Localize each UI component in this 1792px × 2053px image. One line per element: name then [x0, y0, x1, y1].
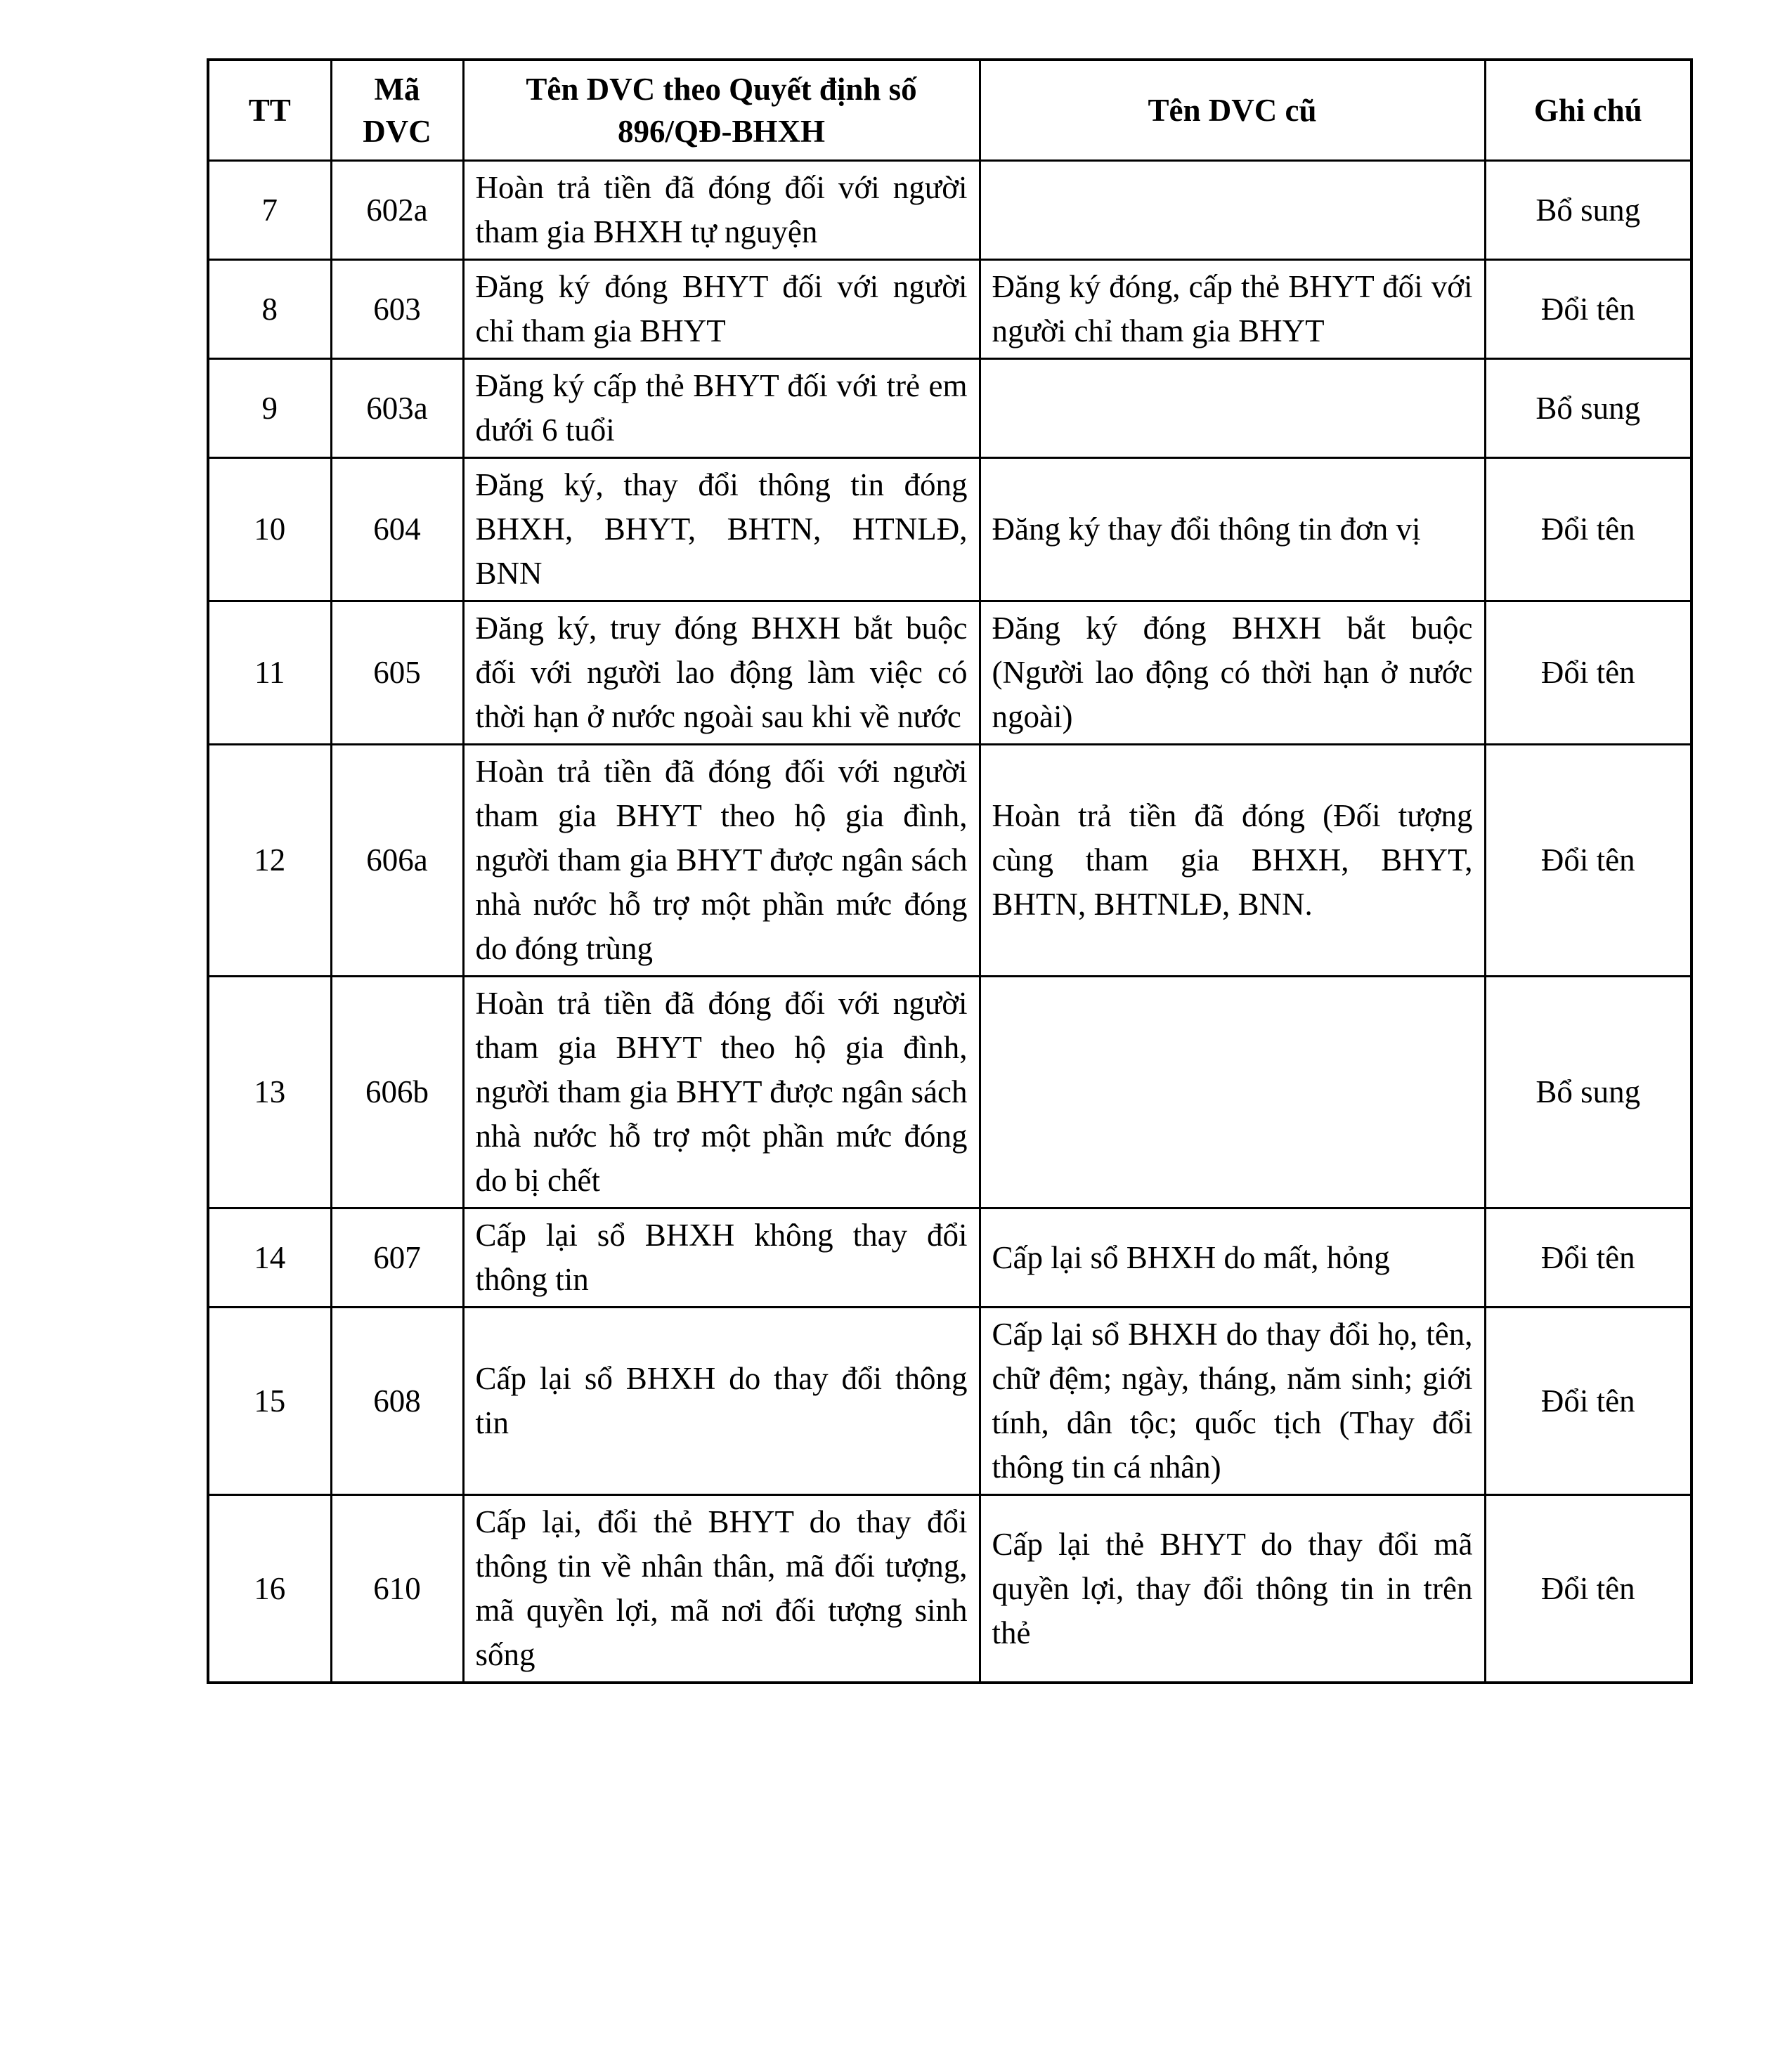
cell-tt: 14 — [208, 1208, 331, 1308]
cell-ghi-chu: Bổ sung — [1485, 977, 1692, 1208]
cell-tt: 10 — [208, 458, 331, 601]
cell-ten-cu: Đăng ký đóng BHXH bắt buộc (Người lao động có thời hạn ở nước ngoài) — [980, 601, 1485, 745]
cell-ma-dvc: 608 — [331, 1308, 463, 1495]
cell-ten-moi: Cấp lại sổ BHXH không thay đổi thông tin — [463, 1208, 980, 1308]
cell-ma-dvc: 610 — [331, 1495, 463, 1683]
cell-ten-moi: Cấp lại, đổi thẻ BHYT do thay đổi thông tin về nhân thân, mã đối tượng, mã quyền lợi, mã nơi đối tượng sinh sống — [463, 1495, 980, 1683]
cell-ten-moi: Hoàn trả tiền đã đóng đối với người tham gia BHXH tự nguyện — [463, 161, 980, 260]
table-row — [208, 745, 1692, 977]
cell-ma-dvc: 606b — [331, 977, 463, 1208]
cell-ghi-chu: Đổi tên — [1485, 1208, 1692, 1308]
cell-ten-moi: Đăng ký, thay đổi thông tin đóng BHXH, BHYT, BHTN, HTNLĐ, BNN — [463, 458, 980, 601]
cell-ghi-chu: Đổi tên — [1485, 601, 1692, 745]
cell-ten-moi: Hoàn trả tiền đã đóng đối với người tham gia BHYT theo hộ gia đình, người tham gia BHYT được ngân sách nhà nước hỗ trợ một phần mức đóng do đóng trùng — [463, 745, 980, 977]
cell-ten-moi: Đăng ký, truy đóng BHXH bắt buộc đối với người lao động làm việc có thời hạn ở nước ngoài sau khi về nước — [463, 601, 980, 745]
cell-tt: 7 — [208, 161, 331, 260]
cell-tt: 13 — [208, 977, 331, 1208]
table-row — [208, 260, 1692, 359]
cell-ten-moi: Cấp lại sổ BHXH do thay đổi thông tin — [463, 1308, 980, 1495]
cell-ghi-chu: Đổi tên — [1485, 1495, 1692, 1683]
cell-ma-dvc: 605 — [331, 601, 463, 745]
cell-ghi-chu: Đổi tên — [1485, 458, 1692, 601]
cell-ten-cu — [980, 977, 1485, 1208]
cell-ma-dvc: 603a — [331, 359, 463, 458]
column-header-ma-dvc: Mã DVC — [331, 60, 463, 161]
cell-ghi-chu: Bổ sung — [1485, 359, 1692, 458]
table-header — [208, 60, 1692, 161]
cell-ma-dvc: 606a — [331, 745, 463, 977]
cell-ghi-chu: Bổ sung — [1485, 161, 1692, 260]
cell-ten-cu — [980, 359, 1485, 458]
cell-ghi-chu: Đổi tên — [1485, 260, 1692, 359]
cell-tt: 16 — [208, 1495, 331, 1683]
cell-ghi-chu: Đổi tên — [1485, 1308, 1692, 1495]
table-row — [208, 161, 1692, 260]
table-row — [208, 1208, 1692, 1308]
table-body — [208, 161, 1692, 1683]
cell-ten-cu: Cấp lại thẻ BHYT do thay đổi mã quyền lợi, thay đổi thông tin in trên thẻ — [980, 1495, 1485, 1683]
cell-tt: 11 — [208, 601, 331, 745]
cell-tt: 15 — [208, 1308, 331, 1495]
column-header-ten-dvc-moi: Tên DVC theo Quyết định số 896/QĐ-BHXH — [463, 60, 980, 161]
table-row — [208, 1495, 1692, 1683]
header-row — [208, 60, 1692, 161]
cell-tt: 9 — [208, 359, 331, 458]
cell-ten-moi: Đăng ký đóng BHYT đối với người chỉ tham gia BHYT — [463, 260, 980, 359]
cell-ten-cu: Đăng ký thay đổi thông tin đơn vị — [980, 458, 1485, 601]
column-header-ghi-chu: Ghi chú — [1485, 60, 1692, 161]
cell-tt: 8 — [208, 260, 331, 359]
table-row — [208, 359, 1692, 458]
cell-ma-dvc: 603 — [331, 260, 463, 359]
column-header-tt: TT — [208, 60, 331, 161]
table-row — [208, 977, 1692, 1208]
table-row — [208, 601, 1692, 745]
cell-ten-cu — [980, 161, 1485, 260]
column-header-ten-dvc-cu: Tên DVC cũ — [980, 60, 1485, 161]
table-row — [208, 1308, 1692, 1495]
cell-ten-cu: Đăng ký đóng, cấp thẻ BHYT đối với người chỉ tham gia BHYT — [980, 260, 1485, 359]
cell-ma-dvc: 604 — [331, 458, 463, 601]
cell-ten-cu: Cấp lại sổ BHXH do thay đổi họ, tên, chữ đệm; ngày, tháng, năm sinh; giới tính, dân tộc; quốc tịch (Thay đổi thông tin cá nhân) — [980, 1308, 1485, 1495]
table-row — [208, 458, 1692, 601]
cell-ma-dvc: 602a — [331, 161, 463, 260]
cell-ten-cu: Cấp lại sổ BHXH do mất, hỏng — [980, 1208, 1485, 1308]
cell-ghi-chu: Đổi tên — [1485, 745, 1692, 977]
cell-ten-moi: Đăng ký cấp thẻ BHYT đối với trẻ em dưới 6 tuổi — [463, 359, 980, 458]
cell-ten-moi: Hoàn trả tiền đã đóng đối với người tham gia BHYT theo hộ gia đình, người tham gia BHYT được ngân sách nhà nước hỗ trợ một phần mức đóng do bị chết — [463, 977, 980, 1208]
cell-tt: 12 — [208, 745, 331, 977]
cell-ma-dvc: 607 — [331, 1208, 463, 1308]
dvc-table — [207, 58, 1693, 1684]
cell-ten-cu: Hoàn trả tiền đã đóng (Đối tượng cùng tham gia BHXH, BHYT, BHTN, BHTNLĐ, BNN. — [980, 745, 1485, 977]
